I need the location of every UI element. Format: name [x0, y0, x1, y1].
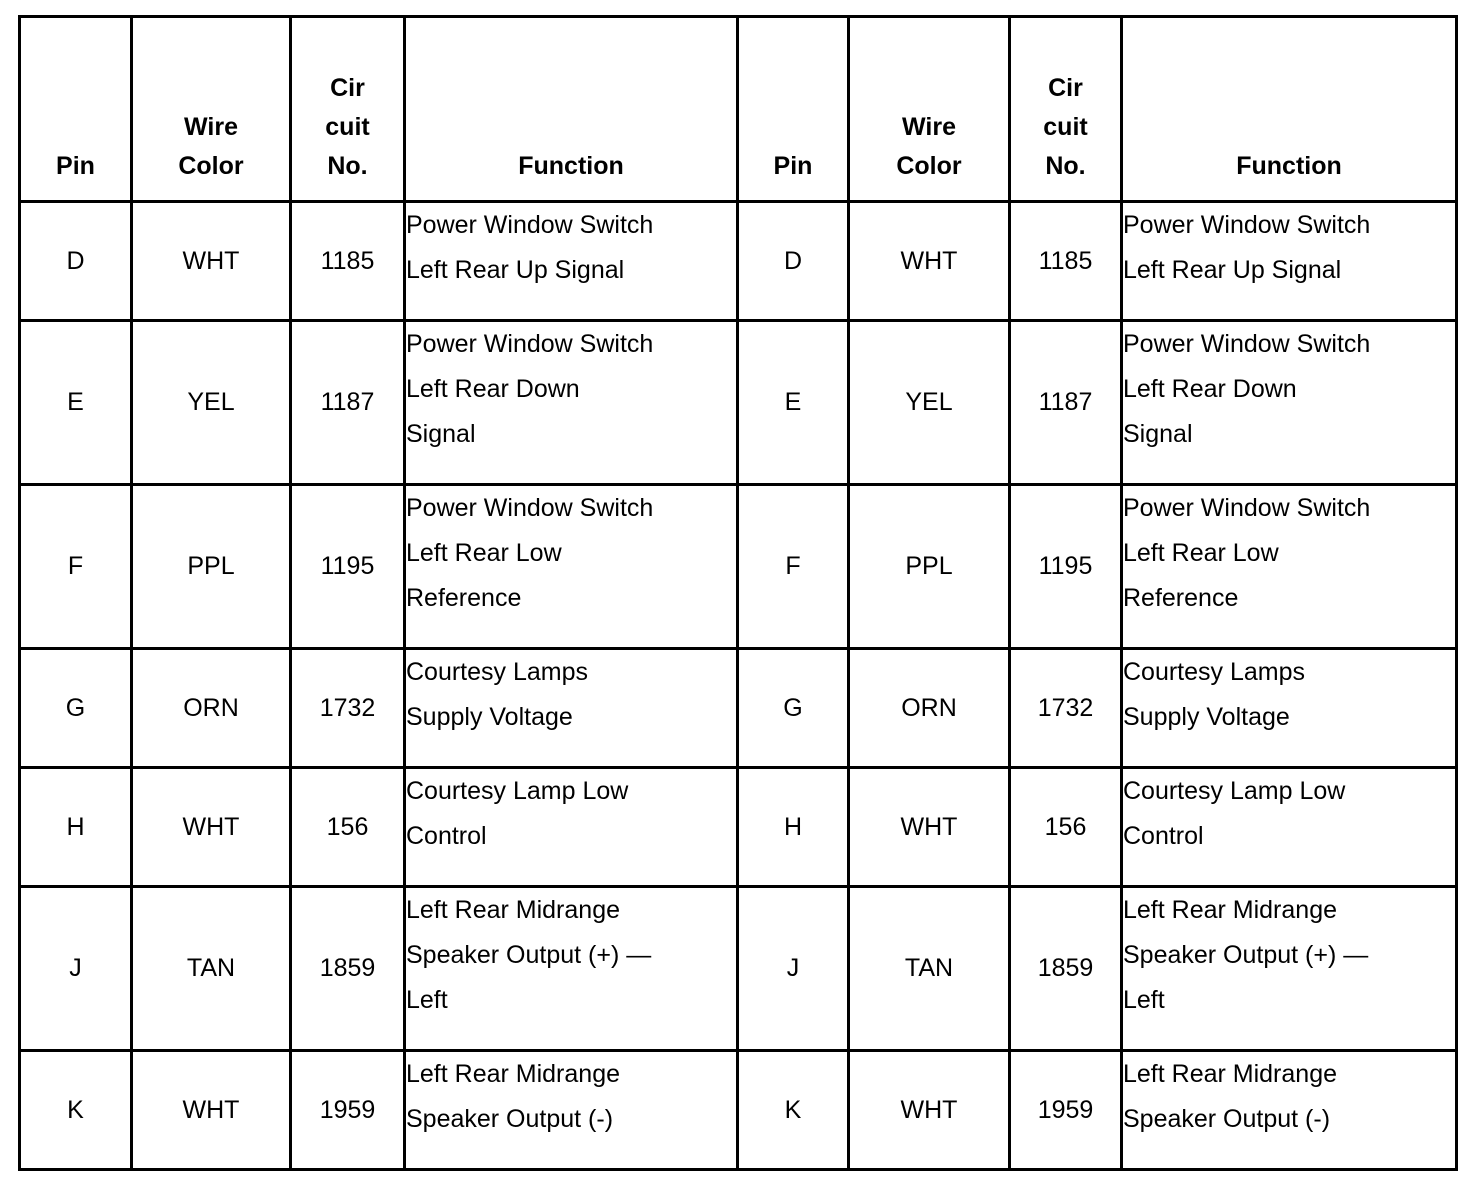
pin-cell: H: [738, 768, 849, 887]
function-cell: [405, 321, 738, 485]
pin-cell: G: [738, 649, 849, 768]
function-text: Power Window Switch Left Rear Up Signal: [406, 211, 654, 284]
function-cell: [1122, 768, 1457, 887]
circuit-number-cell: 1187: [291, 321, 405, 485]
header-row: [20, 17, 1457, 202]
header-function-right: Function: [1122, 17, 1457, 202]
table-row: [20, 485, 1457, 649]
header-circuit-no-left: Cir cuit No.: [291, 17, 405, 202]
circuit-number-cell: 1959: [291, 1051, 405, 1170]
circuit-number-cell: 156: [291, 768, 405, 887]
function-cell: [1122, 202, 1457, 321]
wire-color-cell: TAN: [132, 887, 291, 1051]
header-wire-color-right: Wire Color: [849, 17, 1010, 202]
wire-color-cell: WHT: [849, 1051, 1010, 1170]
pin-cell: F: [20, 485, 132, 649]
function-cell: [405, 768, 738, 887]
function-cell: [1122, 887, 1457, 1051]
table-row: [20, 887, 1457, 1051]
table-row: [20, 1051, 1457, 1170]
wire-color-cell: WHT: [132, 768, 291, 887]
pin-cell: D: [20, 202, 132, 321]
wire-color-cell: PPL: [132, 485, 291, 649]
function-text: Power Window Switch Left Rear Down Signal: [406, 330, 654, 448]
function-cell: [405, 202, 738, 321]
pin-cell: J: [20, 887, 132, 1051]
function-text: Left Rear Midrange Speaker Output (-): [406, 1060, 621, 1133]
table-row: [20, 768, 1457, 887]
circuit-number-cell: 1185: [1010, 202, 1122, 321]
header-pin-left: Pin: [20, 17, 132, 202]
circuit-number-cell: 1732: [291, 649, 405, 768]
function-text: Power Window Switch Left Rear Low Reference: [1123, 494, 1371, 612]
wire-color-cell: WHT: [132, 1051, 291, 1170]
table-row: [20, 321, 1457, 485]
circuit-number-cell: 1195: [291, 485, 405, 649]
wire-color-cell: YEL: [849, 321, 1010, 485]
wire-color-cell: ORN: [849, 649, 1010, 768]
wire-color-cell: PPL: [849, 485, 1010, 649]
circuit-number-cell: 1959: [1010, 1051, 1122, 1170]
function-text: Courtesy Lamps Supply Voltage: [406, 658, 589, 731]
pin-cell: F: [738, 485, 849, 649]
pin-cell: E: [20, 321, 132, 485]
function-text: Left Rear Midrange Speaker Output (+) — Left: [1123, 896, 1369, 1014]
function-text: Left Rear Midrange Speaker Output (+) — Left: [406, 896, 652, 1014]
function-cell: [405, 649, 738, 768]
function-cell: [1122, 321, 1457, 485]
function-text: Power Window Switch Left Rear Up Signal: [1123, 211, 1371, 284]
wire-color-cell: YEL: [132, 321, 291, 485]
function-text: Left Rear Midrange Speaker Output (-): [1123, 1060, 1338, 1133]
circuit-number-cell: 1859: [1010, 887, 1122, 1051]
circuit-number-cell: 1732: [1010, 649, 1122, 768]
function-cell: [1122, 485, 1457, 649]
function-text: Power Window Switch Left Rear Low Reference: [406, 494, 654, 612]
function-cell: [1122, 1051, 1457, 1170]
connector-pinout-table: [18, 15, 1458, 1171]
header-wire-color-left: Wire Color: [132, 17, 291, 202]
pin-cell: G: [20, 649, 132, 768]
circuit-number-cell: 1859: [291, 887, 405, 1051]
function-cell: [1122, 649, 1457, 768]
header-pin-right: Pin: [738, 17, 849, 202]
circuit-number-cell: 156: [1010, 768, 1122, 887]
header-function-left: Function: [405, 17, 738, 202]
function-text: Courtesy Lamp Low Control: [1123, 777, 1346, 850]
pin-cell: D: [738, 202, 849, 321]
table-row: [20, 649, 1457, 768]
circuit-number-cell: 1185: [291, 202, 405, 321]
pin-cell: H: [20, 768, 132, 887]
function-text: Power Window Switch Left Rear Down Signal: [1123, 330, 1371, 448]
circuit-number-cell: 1187: [1010, 321, 1122, 485]
header-circuit-no-right: Cir cuit No.: [1010, 17, 1122, 202]
function-text: Courtesy Lamps Supply Voltage: [1123, 658, 1306, 731]
function-cell: [405, 1051, 738, 1170]
wire-color-cell: WHT: [849, 768, 1010, 887]
function-text: Courtesy Lamp Low Control: [406, 777, 629, 850]
table-row: [20, 202, 1457, 321]
wire-color-cell: WHT: [132, 202, 291, 321]
circuit-number-cell: 1195: [1010, 485, 1122, 649]
function-cell: [405, 485, 738, 649]
wire-color-cell: WHT: [849, 202, 1010, 321]
pin-cell: E: [738, 321, 849, 485]
function-cell: [405, 887, 738, 1051]
pin-cell: J: [738, 887, 849, 1051]
wire-color-cell: TAN: [849, 887, 1010, 1051]
pin-cell: K: [738, 1051, 849, 1170]
wire-color-cell: ORN: [132, 649, 291, 768]
pin-cell: K: [20, 1051, 132, 1170]
